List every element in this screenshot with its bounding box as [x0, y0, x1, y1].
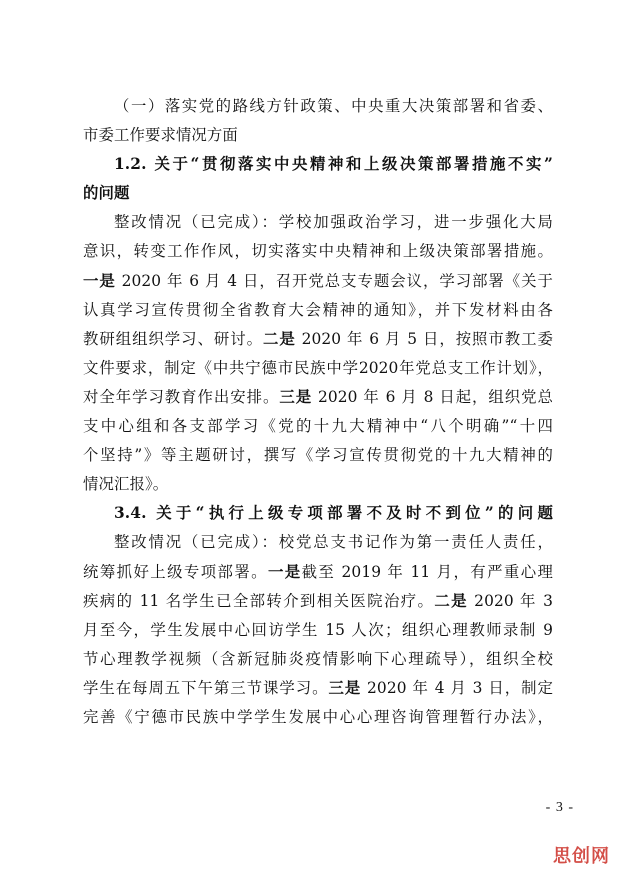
- issue-2-paragraph-line: 完善《宁德市民族中学学生发展中心心理咨询管理暂行办法》，: [83, 707, 553, 726]
- section-title-line-2: 市委工作要求情况方面: [83, 126, 238, 145]
- ordinal-marker: 三是: [328, 678, 362, 697]
- issue-1-paragraph-line: 个坚持”》等主题研讨，撰写《学习宣传贯彻党的十九大精神的: [83, 446, 553, 465]
- ordinal-marker: 一是: [83, 271, 116, 290]
- issue-2-paragraph-line: 月至今，学生发展中心回访学生 15 人次；组织心理教师录制 9: [83, 620, 553, 639]
- issue-2-paragraph-line: 节心理教学视频（含新冠肺炎疫情影响下心理疏导），组织全校: [83, 649, 553, 668]
- issue-1-paragraph-line: 一是 2020 年 6 月 4 日，召开党总支专题会议，学习部署《关于: [83, 271, 554, 290]
- issue-1-paragraph-line: 整改情况（已完成）：学校加强政治学习，进一步强化大局: [114, 213, 553, 232]
- issue-1-paragraph-line: 支中心组和各支部学习《党的十九大精神中“八个明确”“十四: [83, 417, 553, 436]
- issue-2-paragraph-line: 疾病的 11 名学生已全部转介到相关医院治疗。二是 2020 年 3: [83, 591, 554, 610]
- ordinal-marker: 三是: [279, 387, 313, 406]
- issue-1-heading-line-1: 1.2. 关于“贯彻落实中央精神和上级决策部署措施不实”: [114, 155, 553, 174]
- page-number: - 3 -: [545, 800, 574, 815]
- issue-1-paragraph-line: 文件要求，制定《中共宁德市民族中学2020年党总支工作计划》，: [83, 358, 553, 377]
- ordinal-marker: 二是: [262, 329, 296, 348]
- section-title-line-1: （一）落实党的路线方针政策、中央重大决策部署和省委、: [114, 97, 553, 115]
- issue-1-heading-line-2: 的问题: [83, 184, 130, 203]
- document-body: [83, 92, 553, 732]
- issue-1-paragraph-line: 意识，转变工作作风，切实落实中央精神和上级决策部署措施。: [83, 242, 553, 261]
- issue-1-paragraph-line: 教研组组织学习、研讨。二是 2020 年 6 月 5 日，按照市教工委: [83, 329, 553, 348]
- issue-2-paragraph-line: 统筹抓好上级专项部署。一是截至 2019 年 11 月，有严重心理: [83, 562, 554, 581]
- watermark-logo: 思创网: [553, 846, 610, 867]
- ordinal-marker: 二是: [434, 591, 468, 610]
- issue-1-paragraph-line: 情况汇报》。: [83, 475, 169, 494]
- issue-2-paragraph-line: 整改情况（已完成）：校党总支书记作为第一责任人责任，: [114, 533, 553, 552]
- issue-1-paragraph-line: 认真学习宣传贯彻全省教育大会精神的通知》，并下发材料由各: [83, 300, 553, 319]
- issue-2-heading: 3.4. 关于“执行上级专项部署不及时不到位”的问题: [114, 504, 553, 523]
- ordinal-marker: 一是: [267, 562, 302, 581]
- issue-2-paragraph-line: 学生在每周五下午第三节课学习。三是 2020 年 4 月 3 日，制定: [83, 678, 554, 697]
- issue-1-paragraph-line: 对全年学习教育作出安排。三是 2020 年 6 月 8 日起，组织党总: [83, 387, 553, 406]
